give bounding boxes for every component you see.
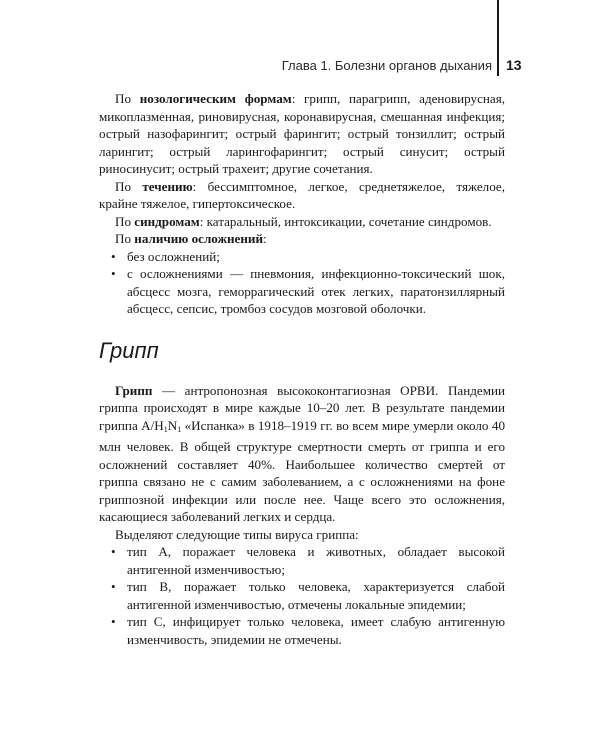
list-item: • без осложнений;: [111, 248, 220, 264]
list-item: • тип A, поражает человека и животных, обладает высокой антигенной изменчивостью;: [111, 544, 505, 577]
syndromes-paragraph: По синдромам: катаральный, интоксикации, сочетание синдромов.: [115, 213, 492, 229]
list-item: • тип B, поражает только человека, характеризуется слабой антигенной изменчивостью, отмечены локальные эпидемии;: [111, 579, 505, 612]
course-paragraph: По течению: бессимптомное, легкое, среднетяжелое, тяжелое, крайне тяжелое, гипертоксическое.: [99, 178, 505, 211]
syndromes-term: синдромам: [134, 213, 200, 229]
page-body: [99, 90, 505, 648]
bullet-icon: •: [111, 614, 116, 629]
bullet-icon: •: [111, 266, 116, 281]
course-term: течению: [142, 178, 193, 194]
flu-types-list: [99, 543, 505, 648]
nosology-paragraph: По нозологическим формам: грипп, парагрипп, аденовирусная, микоплазменная, риновирусная, коронавирусная, смешанная инфекция; острый назофарингит; острый фарингит; острый тонзиллит; острый ларингит; острый ларингофарингит; острый синусит; острый риносинусит; острый трахеит; другие сочетания.: [99, 91, 506, 176]
complications-term: наличию осложнений: [134, 231, 263, 246]
page-number: 13: [506, 57, 522, 73]
list-item: • тип C, инфицирует только человека, имеет слабую антигенную изменчивость, эпидемии не отмечены.: [111, 614, 505, 647]
flu-intro-paragraph: Грипп — антропонозная высококонтагиозная ОРВИ. Пандемии гриппа происходят в мире каждые 10–20 лет. В результате пандемии гриппа $A/H_1N_1$ «Испанка» в 1918–1919 гг. во всем мире умерли около 40 млн человек. В общей структуре смертности смерть от гриппа и его осложнений составляет 40%. Наибольшее количество смертей от гриппа связано не с самим заболеванием, а с осложнениями на фоне гриппозной инфекции или после нее. Чаще всего это осложнения, касающиеся заболеваний легких и сердца.: [99, 382, 505, 524]
header-rule: [497, 0, 499, 76]
nosology-term: нозологическим формам: [139, 91, 292, 106]
bullet-icon: •: [111, 544, 116, 559]
flu-types-lead: Выделяют следующие типы вируса гриппа:: [115, 526, 359, 542]
bullet-icon: •: [111, 248, 116, 264]
flu-term: Грипп: [115, 382, 153, 398]
list-item: • с осложнениями — пневмония, инфекционно-токсический шок, абсцесс мозга, геморрагический отек легких, паратонзиллярный абсцесс, сепсис, тромбоз сосудов мозговой оболочки.: [111, 266, 505, 316]
complications-list: [99, 248, 505, 318]
running-header: Глава 1. Болезни органов дыхания: [281, 58, 492, 73]
section-heading-flu: Грипп: [99, 337, 159, 363]
complications-paragraph: По наличию осложнений:: [115, 231, 267, 246]
bullet-icon: •: [111, 579, 116, 594]
